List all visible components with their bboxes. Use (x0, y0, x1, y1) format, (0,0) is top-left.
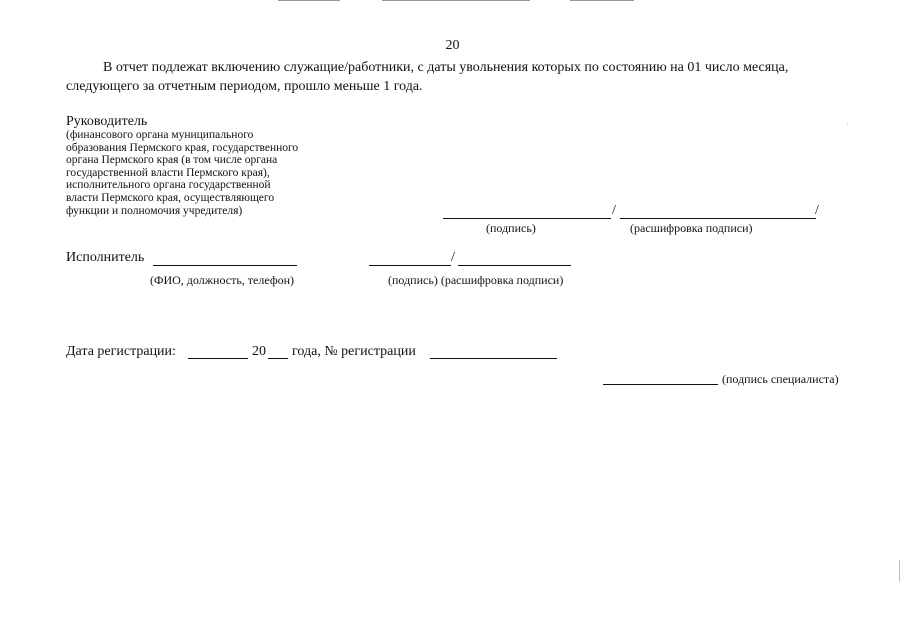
specialist-signature-line[interactable] (603, 384, 718, 385)
executor-label: Исполнитель (66, 250, 145, 265)
head-signature-line[interactable] (443, 218, 611, 219)
executor-decoding-line[interactable] (458, 265, 571, 266)
top-edge-line (570, 0, 634, 1)
top-edge-line (382, 0, 530, 1)
specialist-caption: (подпись специалиста) (722, 372, 839, 386)
registration-year-prefix: 20 (252, 344, 266, 359)
head-decoding-line[interactable] (620, 218, 816, 219)
page-number: 20 (445, 38, 460, 53)
head-description-line: (финансового органа муниципального (66, 129, 254, 141)
executor-fio-line[interactable] (153, 265, 297, 266)
scan-speck (899, 560, 900, 582)
note-line-1: В отчет подлежат включению служащие/работники, с даты увольнения которых по состоянию на 01 число месяца, (103, 60, 789, 75)
head-signature-caption: (подпись) (486, 221, 536, 235)
executor-slash: / (451, 250, 455, 265)
registration-year-suffix: года, № регистрации (292, 344, 416, 359)
head-description (66, 129, 298, 217)
head-description-line: функции и полномочия учредителя) (66, 204, 243, 217)
executor-fio-caption: (ФИО, должность, телефон) (150, 273, 295, 287)
head-title: Руководитель (66, 114, 148, 129)
registration-year-line[interactable] (268, 358, 288, 359)
executor-signature-line[interactable] (369, 265, 451, 266)
head-slash: / (612, 203, 616, 218)
top-edge-line (278, 0, 340, 1)
executor-signature-caption: (подпись) (расшифровка подписи) (388, 273, 564, 287)
head-description-line: исполнительного органа государственной (66, 179, 271, 192)
head-description-line: образования Пермского края, государственного (66, 141, 299, 154)
head-slash-end: / (815, 203, 819, 218)
scan-speck (847, 124, 848, 125)
note-line-2: следующего за отчетным периодом, прошло меньше 1 года. (66, 79, 423, 94)
head-decoding-caption: (расшифровка подписи) (630, 221, 753, 235)
head-description-line: органа Пермского края (в том числе органа (66, 154, 278, 167)
registration-date-line[interactable] (188, 358, 248, 359)
registration-date-label: Дата регистрации: (66, 344, 176, 359)
head-description-line: государственной власти Пермского края), (66, 166, 270, 179)
registration-number-line[interactable] (430, 358, 557, 359)
head-description-line: власти Пермского края, осуществляющего (66, 191, 275, 204)
